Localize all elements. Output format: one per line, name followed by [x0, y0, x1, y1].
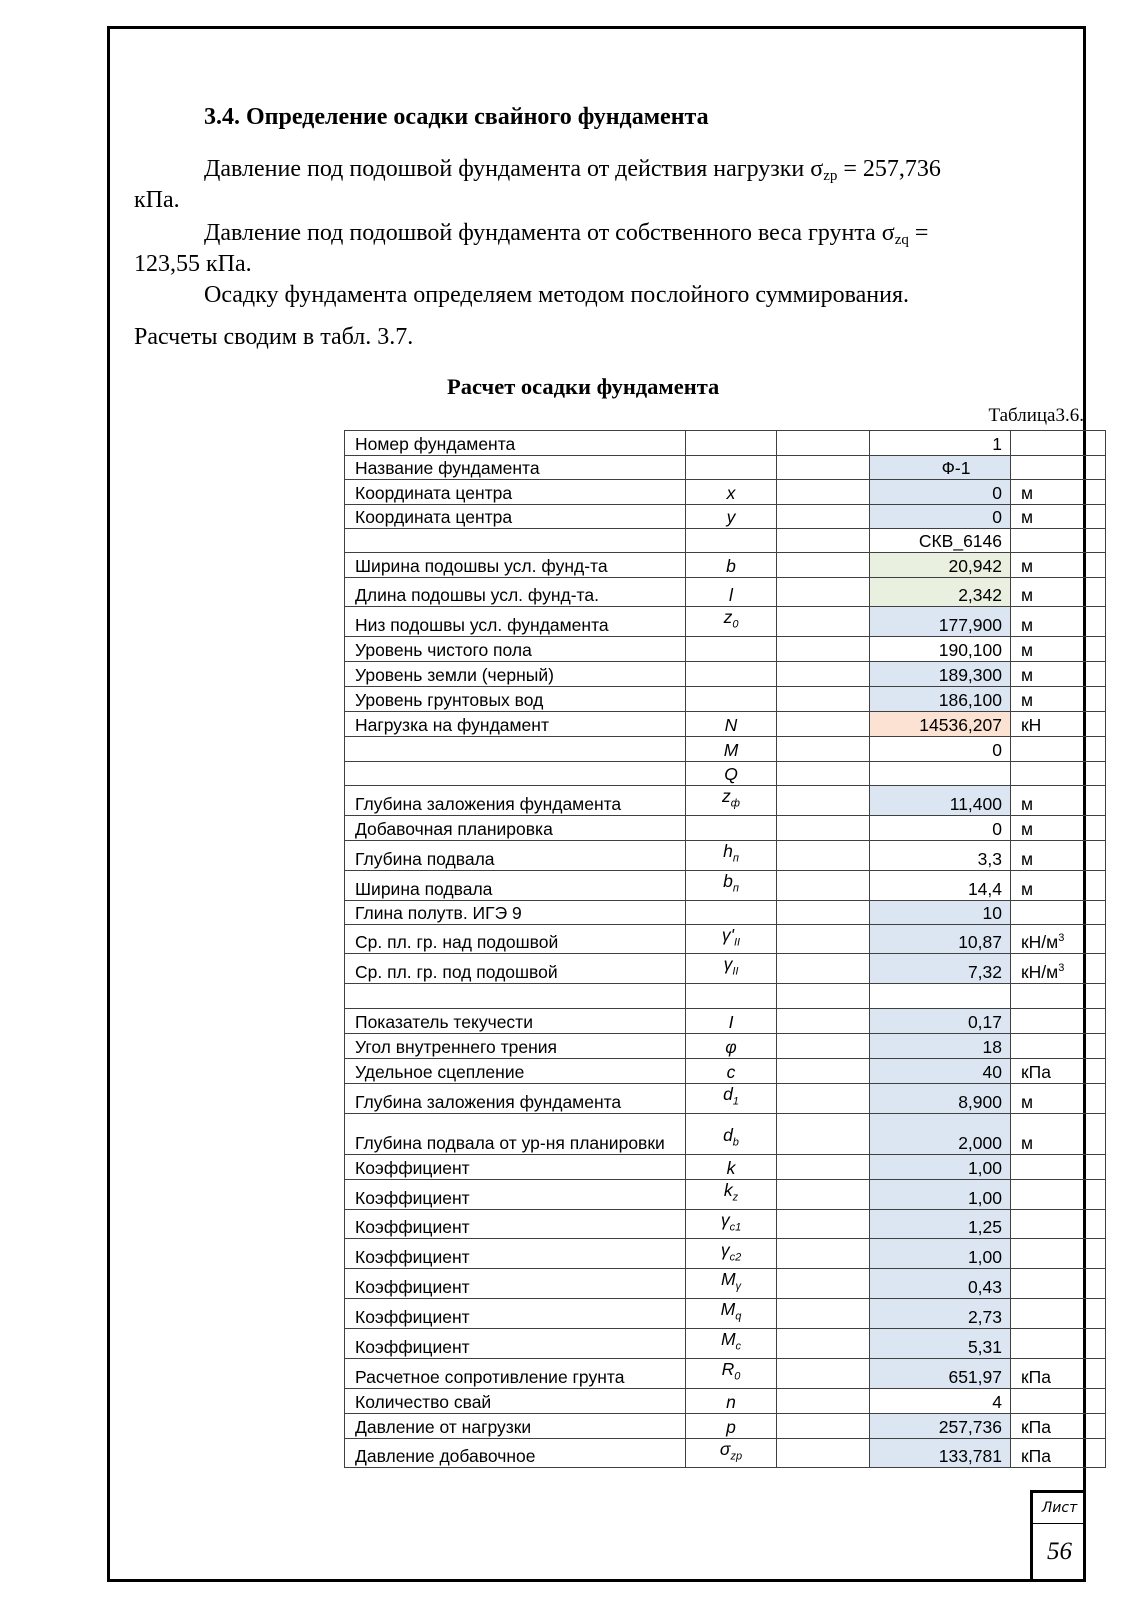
table-title: Расчет осадки фундамента — [447, 374, 720, 399]
table-row — [345, 1154, 1106, 1179]
table-row — [345, 607, 1106, 637]
param-name — [345, 983, 686, 1008]
param-value: 189,300 — [870, 661, 1011, 686]
param-symbol: $M_c$ — [686, 1328, 777, 1358]
param-unit: м — [1011, 815, 1106, 840]
empty-cell — [777, 529, 870, 553]
param-unit — [1011, 1298, 1106, 1328]
table-row — [345, 1328, 1106, 1358]
param-name: Глубина заложения фундамента — [345, 785, 686, 815]
param-symbol — [686, 529, 777, 553]
param-symbol: $\sigma_{zp}$ — [686, 1438, 777, 1468]
empty-cell — [777, 900, 870, 924]
param-name: Нагрузка на фундамент — [345, 711, 686, 736]
empty-cell — [777, 1179, 870, 1209]
table-row — [345, 1008, 1106, 1033]
param-value: 0,17 — [870, 1008, 1011, 1033]
param-value: 4 — [870, 1388, 1011, 1413]
table-row — [345, 761, 1106, 785]
param-symbol: b — [686, 553, 777, 578]
param-unit: м — [1011, 661, 1106, 686]
empty-cell — [777, 983, 870, 1008]
param-value: 0,43 — [870, 1269, 1011, 1299]
param-name: Ширина подвала — [345, 870, 686, 900]
param-unit: кН — [1011, 711, 1106, 736]
param-symbol — [686, 983, 777, 1008]
param-unit — [1011, 1239, 1106, 1269]
param-symbol: c — [686, 1058, 777, 1083]
param-symbol: $z_ф$ — [686, 785, 777, 815]
param-name: Глубина заложения фундамента — [345, 1083, 686, 1113]
table-row — [345, 711, 1106, 736]
sheet-label: Лист — [1033, 1493, 1086, 1524]
empty-cell — [777, 1358, 870, 1388]
param-name: Номер фундамента — [345, 431, 686, 456]
param-name: Глубина подвала от ур-ня планировки — [345, 1113, 686, 1154]
param-symbol: $h_п$ — [686, 840, 777, 870]
table-row — [345, 840, 1106, 870]
empty-cell — [777, 1154, 870, 1179]
param-value: 20,942 — [870, 553, 1011, 578]
table-row — [345, 686, 1106, 711]
table-row — [345, 1058, 1106, 1083]
param-unit: м — [1011, 636, 1106, 661]
param-unit: $кН/м^3$ — [1011, 954, 1106, 984]
param-name: Коэффициент — [345, 1179, 686, 1209]
param-symbol: $k_z$ — [686, 1179, 777, 1209]
param-unit: м — [1011, 785, 1106, 815]
param-unit: м — [1011, 607, 1106, 637]
paragraph-4: Расчеты сводим в табл. 3.7. — [134, 324, 414, 350]
empty-cell — [777, 1328, 870, 1358]
paragraph-2-cont: 123,55 кПа. — [134, 251, 252, 277]
empty-cell — [777, 553, 870, 578]
param-value: 40 — [870, 1058, 1011, 1083]
param-symbol: $d_1$ — [686, 1083, 777, 1113]
param-value: 133,781 — [870, 1438, 1011, 1468]
param-unit — [1011, 983, 1106, 1008]
empty-cell — [777, 636, 870, 661]
sheet-number: 56 — [1047, 1538, 1072, 1565]
param-unit — [1011, 900, 1106, 924]
param-value: 1,00 — [870, 1179, 1011, 1209]
empty-cell — [777, 1438, 870, 1468]
param-name: Глубина подвала — [345, 840, 686, 870]
param-unit: м — [1011, 870, 1106, 900]
param-symbol: $b_п$ — [686, 870, 777, 900]
param-value: 257,736 — [870, 1413, 1011, 1438]
param-unit: м — [1011, 840, 1106, 870]
param-symbol: $\gamma_{c2}$ — [686, 1239, 777, 1269]
empty-cell — [777, 1269, 870, 1299]
param-value: 14,4 — [870, 870, 1011, 900]
param-unit — [1011, 456, 1106, 480]
table-row — [345, 1209, 1106, 1239]
param-symbol — [686, 900, 777, 924]
param-name: Уровень чистого пола — [345, 636, 686, 661]
param-unit — [1011, 1008, 1106, 1033]
param-value: 1 — [870, 431, 1011, 456]
param-symbol: k — [686, 1154, 777, 1179]
param-value: 0 — [870, 505, 1011, 529]
table-row — [345, 553, 1106, 578]
param-symbol — [686, 636, 777, 661]
param-symbol — [686, 431, 777, 456]
param-name: Коэффициент — [345, 1154, 686, 1179]
param-symbol: $R_0$ — [686, 1358, 777, 1388]
table-row — [345, 1413, 1106, 1438]
param-name: Длина подошвы усл. фунд-та. — [345, 578, 686, 607]
param-value: 2,000 — [870, 1113, 1011, 1154]
empty-cell — [777, 661, 870, 686]
param-name: Угол внутреннего трения — [345, 1033, 686, 1058]
empty-cell — [777, 1209, 870, 1239]
empty-cell — [777, 1413, 870, 1438]
table-row — [345, 1298, 1106, 1328]
param-name: Коэффициент — [345, 1298, 686, 1328]
param-value: 1,25 — [870, 1209, 1011, 1239]
param-symbol: M — [686, 736, 777, 761]
param-unit — [1011, 736, 1106, 761]
param-value: 10 — [870, 900, 1011, 924]
table-row — [345, 1239, 1106, 1269]
param-value: 190,100 — [870, 636, 1011, 661]
param-unit: м — [1011, 505, 1106, 529]
empty-cell — [777, 785, 870, 815]
empty-cell — [777, 870, 870, 900]
param-name: Уровень грунтовых вод — [345, 686, 686, 711]
param-value: 14536,207 — [870, 711, 1011, 736]
param-value — [870, 983, 1011, 1008]
param-name: Название фундамента — [345, 456, 686, 480]
param-symbol: $d_b$ — [686, 1113, 777, 1154]
param-name: Ср. пл. гр. под подошвой — [345, 954, 686, 984]
param-symbol: n — [686, 1388, 777, 1413]
empty-cell — [777, 711, 870, 736]
sheet-stamp — [1030, 1490, 1086, 1582]
empty-cell — [777, 480, 870, 505]
param-value: 3,3 — [870, 840, 1011, 870]
param-symbol — [686, 815, 777, 840]
param-name: Количество свай — [345, 1388, 686, 1413]
empty-cell — [777, 1239, 870, 1269]
empty-cell — [777, 1008, 870, 1033]
empty-cell — [777, 431, 870, 456]
param-symbol: $z_0$ — [686, 607, 777, 637]
param-symbol: x — [686, 480, 777, 505]
paragraph-1-cont: кПа. — [134, 187, 180, 213]
empty-cell — [777, 1058, 870, 1083]
empty-cell — [777, 578, 870, 607]
param-name: Удельное сцепление — [345, 1058, 686, 1083]
param-symbol: $\gamma_{II}$ — [686, 954, 777, 984]
param-unit — [1011, 1269, 1106, 1299]
empty-cell — [777, 954, 870, 984]
param-value: 1,00 — [870, 1239, 1011, 1269]
table-row — [345, 983, 1106, 1008]
param-unit: кПа — [1011, 1058, 1106, 1083]
empty-cell — [777, 1298, 870, 1328]
param-unit: $кН/м^3$ — [1011, 924, 1106, 954]
table-row — [345, 456, 1106, 480]
param-name: Показатель текучести — [345, 1008, 686, 1033]
param-name: Ср. пл. гр. над подошвой — [345, 924, 686, 954]
table-row — [345, 578, 1106, 607]
param-name: Координата центра — [345, 480, 686, 505]
table-row — [345, 1113, 1106, 1154]
param-name: Давление от нагрузки — [345, 1413, 686, 1438]
param-unit: кПа — [1011, 1438, 1106, 1468]
table-row — [345, 1358, 1106, 1388]
param-unit: м — [1011, 1083, 1106, 1113]
param-unit: кПа — [1011, 1413, 1106, 1438]
param-value: 18 — [870, 1033, 1011, 1058]
table-row — [345, 1033, 1106, 1058]
param-unit: м — [1011, 480, 1106, 505]
param-symbol: p — [686, 1413, 777, 1438]
table-row — [345, 1388, 1106, 1413]
param-unit: м — [1011, 578, 1106, 607]
param-symbol — [686, 686, 777, 711]
param-value: 0 — [870, 815, 1011, 840]
param-unit — [1011, 1033, 1106, 1058]
param-unit: м — [1011, 1113, 1106, 1154]
param-value: 0 — [870, 480, 1011, 505]
param-value: 8,900 — [870, 1083, 1011, 1113]
param-unit: м — [1011, 553, 1106, 578]
param-unit — [1011, 1328, 1106, 1358]
param-value — [870, 761, 1011, 785]
param-unit — [1011, 529, 1106, 553]
table-row — [345, 661, 1106, 686]
table-row — [345, 815, 1106, 840]
param-value: 1,00 — [870, 1154, 1011, 1179]
param-name: Добавочная планировка — [345, 815, 686, 840]
param-value: 177,900 — [870, 607, 1011, 637]
empty-cell — [777, 736, 870, 761]
param-unit — [1011, 1209, 1106, 1239]
table-row — [345, 1083, 1106, 1113]
table-row — [345, 924, 1106, 954]
empty-cell — [777, 1113, 870, 1154]
param-value: 7,32 — [870, 954, 1011, 984]
param-unit — [1011, 1388, 1106, 1413]
paragraph-1: Давление под подошвой фундамента от действия нагрузки $\sigma_{zp} = 257,736$ — [204, 156, 941, 184]
empty-cell — [777, 1083, 870, 1113]
param-symbol: $\gamma_{c1}$ — [686, 1209, 777, 1239]
table-row — [345, 870, 1106, 900]
table-row — [345, 505, 1106, 529]
param-name: Низ подошвы усл. фундамента — [345, 607, 686, 637]
empty-cell — [777, 815, 870, 840]
table-row — [345, 1438, 1106, 1468]
param-unit: м — [1011, 686, 1106, 711]
param-name: Давление добавочное — [345, 1438, 686, 1468]
param-unit — [1011, 431, 1106, 456]
param-name: Коэффициент — [345, 1269, 686, 1299]
table-row — [345, 954, 1106, 984]
empty-cell — [777, 761, 870, 785]
param-unit — [1011, 761, 1106, 785]
empty-cell — [777, 840, 870, 870]
param-symbol: I — [686, 1008, 777, 1033]
table-number: Таблица3.6. — [988, 405, 1084, 426]
param-symbol: y — [686, 505, 777, 529]
param-name — [345, 761, 686, 785]
param-symbol: $M_\gamma$ — [686, 1269, 777, 1299]
paragraph-3: Осадку фундамента определяем методом послойного суммирования. — [204, 282, 910, 308]
empty-cell — [777, 607, 870, 637]
table-row — [345, 480, 1106, 505]
param-value: 0 — [870, 736, 1011, 761]
table-row — [345, 431, 1106, 456]
paragraph-2: Давление под подошвой фундамента от собственного веса грунта $\sigma_{zq}$ = — [204, 220, 929, 248]
empty-cell — [777, 1388, 870, 1413]
table-row — [345, 736, 1106, 761]
param-value: Ф-1 — [870, 456, 1011, 480]
param-name: Координата центра — [345, 505, 686, 529]
empty-cell — [777, 456, 870, 480]
param-name: Коэффициент — [345, 1209, 686, 1239]
table-row — [345, 785, 1106, 815]
table-row — [345, 1269, 1106, 1299]
param-value: 10,87 — [870, 924, 1011, 954]
param-unit — [1011, 1179, 1106, 1209]
empty-cell — [777, 924, 870, 954]
settlement-table — [344, 430, 1106, 1468]
table-row — [345, 1179, 1106, 1209]
param-value: 186,100 — [870, 686, 1011, 711]
section-title: 3.4. Определение осадки свайного фундамента — [204, 104, 709, 130]
param-unit: кПа — [1011, 1358, 1106, 1388]
param-value: 651,97 — [870, 1358, 1011, 1388]
table-row — [345, 636, 1106, 661]
param-name — [345, 529, 686, 553]
param-symbol: Q — [686, 761, 777, 785]
param-symbol: $\gamma'_{II}$ — [686, 924, 777, 954]
empty-cell — [777, 505, 870, 529]
param-name: Уровень земли (черный) — [345, 661, 686, 686]
table-row — [345, 529, 1106, 553]
param-value: 2,73 — [870, 1298, 1011, 1328]
param-symbol: N — [686, 711, 777, 736]
param-symbol: $M_q$ — [686, 1298, 777, 1328]
param-name — [345, 736, 686, 761]
empty-cell — [777, 1033, 870, 1058]
param-name: Коэффициент — [345, 1328, 686, 1358]
param-symbol — [686, 661, 777, 686]
param-value: 2,342 — [870, 578, 1011, 607]
param-value: СКВ_6146 — [870, 529, 1011, 553]
param-symbol: φ — [686, 1033, 777, 1058]
param-symbol — [686, 456, 777, 480]
table-row — [345, 900, 1106, 924]
param-name: Ширина подошвы усл. фунд-та — [345, 553, 686, 578]
param-value: 11,400 — [870, 785, 1011, 815]
param-symbol: l — [686, 578, 777, 607]
param-value: 5,31 — [870, 1328, 1011, 1358]
param-name: Коэффициент — [345, 1239, 686, 1269]
empty-cell — [777, 686, 870, 711]
param-name: Глина полутв. ИГЭ 9 — [345, 900, 686, 924]
param-name: Расчетное сопротивление грунта — [345, 1358, 686, 1388]
param-unit — [1011, 1154, 1106, 1179]
